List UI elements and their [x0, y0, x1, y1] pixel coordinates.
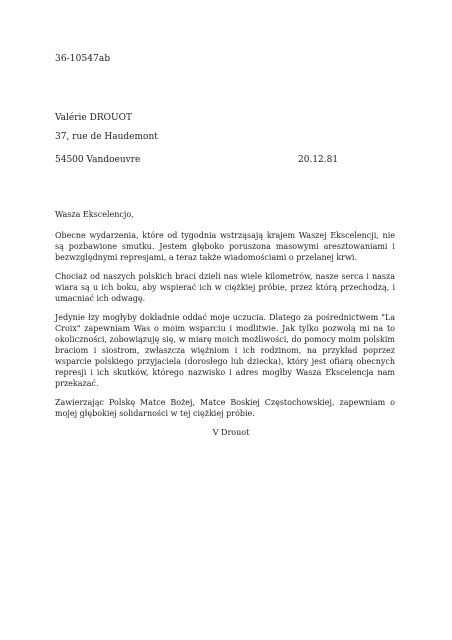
city-date-line	[55, 155, 355, 165]
sender-name: Valérie DROUOT	[55, 113, 132, 123]
paragraph-1: Obecne wydarzenia, które od tygodnia wstrząsają krajem Waszej Ekscelencji, nie są pozbawione smutku. Jestem głęboko poruszona masowymi aresztowaniami i bezwzględnymi represjami, a teraz także wiadomościami o przelanej krwi.	[55, 231, 395, 262]
paragraph-2: Chociaż od naszych polskich braci dzieli nas wiele kilometrów, nasze serca i nasza wiara są u ich boku, aby wspierać ich w ciężkiej próbie, przez którą przechodzą, i umacniać ich odwagę.	[55, 272, 395, 303]
salutation: Wasza Ekscelencjo,	[55, 210, 134, 219]
sender-block	[55, 109, 158, 147]
letter-body	[55, 209, 395, 438]
paragraph-4: Zawierzając Polskę Matce Bożej, Matce Boskiej Częstochowskiej, zapewniam o mojej głębokiej solidarności w tej ciężkiej próbie.	[55, 398, 395, 418]
reference-number: 36-10547ab	[55, 54, 111, 64]
sender-city: 54500 Vandoeuvre	[55, 155, 141, 165]
paragraph-3: Jedynie łzy mogłyby dokładnie oddać moje uczucia. Dlatego za pośrednictwem "La Croix" zapewniam Was o moim wsparciu i modlitwie. Jak tylko pozwolą mi na to okoliczności, zobowiązuję się, w miarę moich możliwości, do pomocy moim polskim braciom i siostrom, zwłaszcza więźniom i ich rodzinom, na przykład poprzez wsparcie polskiego przyjaciela (dorosłego lub dziecka), który jest ofiarą obecnych represji i ich skutków, którego nazwisko i adres mogłby Wasza Ekscelencja nam przekazać.	[55, 313, 395, 388]
sender-street: 37, rue de Haudemont	[55, 132, 158, 142]
signature: V Drouot	[212, 428, 250, 437]
letter-date: 20.12.81	[298, 155, 339, 165]
